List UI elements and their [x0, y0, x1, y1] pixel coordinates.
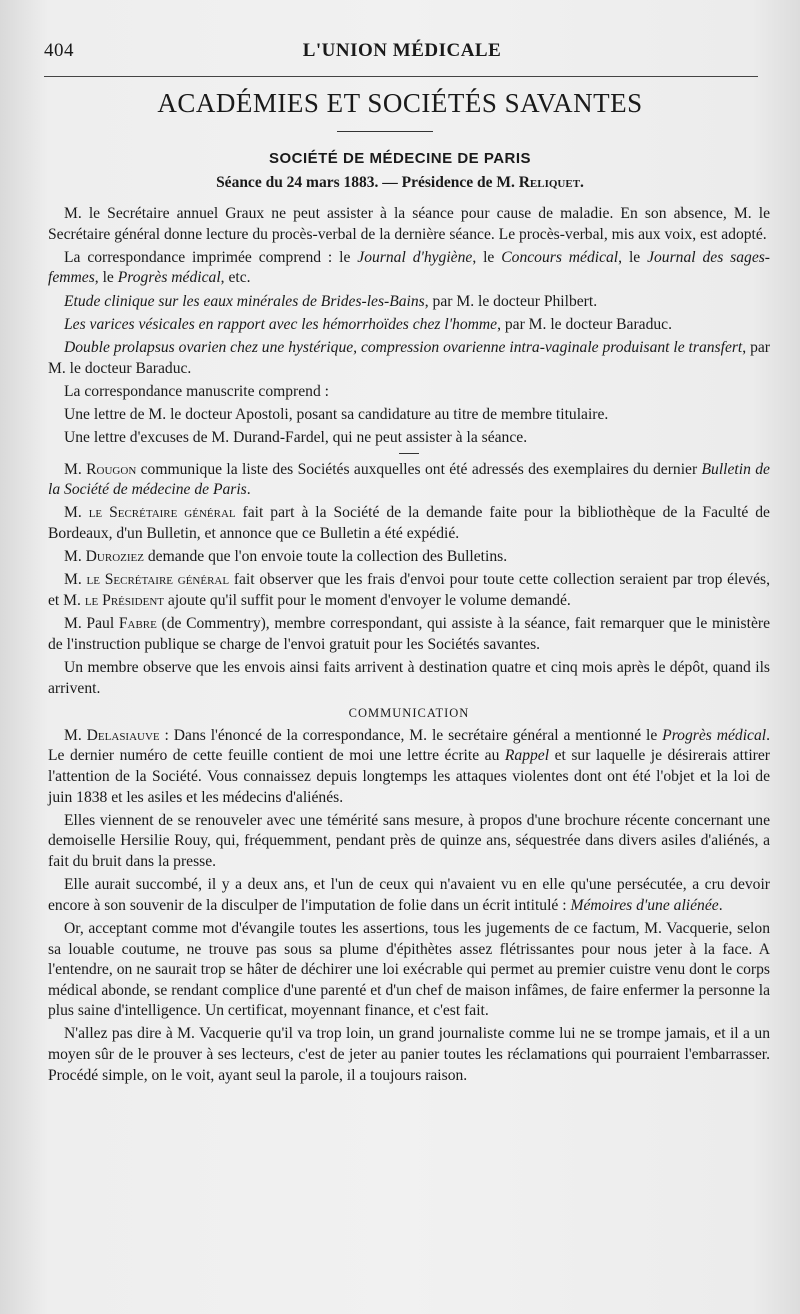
section-divider [399, 453, 419, 454]
society-heading: SOCIÉTÉ DE MÉDECINE DE PARIS [268, 150, 532, 167]
paragraph: M. Paul Fabre (de Commentry), membre correspondant, qui assiste à la séance, fait remarquer que le ministère de l'instruction publique se charge de l'envoi gratuit pour les Sociétés savantes. [48, 615, 770, 653]
page-number: 404 [44, 40, 74, 61]
article-body [48, 204, 770, 1089]
paragraph: Etude clinique sur les eaux minérales de Brides-les-Bains, par M. le docteur Philbert. [64, 292, 598, 310]
paragraph: M. Rougon communique la liste des Sociétés auxquelles ont été adressés des exemplaires du dernier Bulletin de la Société de médecine de Paris. [48, 460, 770, 499]
title-rule [337, 131, 433, 132]
paragraph: Elles viennent de se renouveler avec une témérité sans mesure, à propos d'une brochure récente concernant une demoiselle Hersilie Rouy, qui, fréquemment, pendant près de quinze ans, séquestrée dans divers asiles d'aliénés, a fait du bruit dans la presse. [48, 811, 770, 870]
president-name: Reliquet [518, 174, 581, 191]
running-title: L'UNION MÉDICALE [302, 40, 502, 61]
session-line: Séance du 24 mars 1883. — Présidence de M. Reliquet. [216, 174, 584, 191]
paragraph: M. Delasiauve : Dans l'énoncé de la correspondance, M. le secrétaire général a mentionné le Progrès médical. Le dernier numéro de cette feuille contient de moi une lettre écrite au Rappel et sur laquelle je désirerais attirer l'attention de la Société. Vous connaissez depuis longtemps les attaques violentes dont ont été l'objet et la loi de juin 1838 et les asiles et les médecins d'aliénés. [48, 726, 770, 806]
paragraph: Une lettre de M. le docteur Apostoli, posant sa candidature au titre de membre titulaire. [64, 405, 609, 423]
paragraph: M. Duroziez demande que l'on envoie toute la collection des Bulletins. [64, 548, 508, 566]
page-header [44, 40, 760, 70]
header-rule [44, 76, 758, 77]
paragraph: Double prolapsus ovarien chez une hystérique, compression ovarienne intra-vaginale produisant le transfert, par M. le docteur Baraduc. [48, 338, 770, 377]
communication-subhead: COMMUNICATION [348, 706, 470, 721]
paragraph: La correspondance manuscrite comprend : [64, 382, 329, 400]
paragraph: Elle aurait succombé, il y a deux ans, et l'un de ceux qui n'avaient vu en elle qu'une persécutée, a cru devoir encore à son souvenir de la disculper de l'imputation de folie dans un écrit intitulé : Mémoires d'une aliénée. [48, 876, 770, 914]
section-title: ACADÉMIES ET SOCIÉTÉS SAVANTES [157, 88, 643, 118]
paragraph: M. le Secrétaire général fait part à la Société de la demande faite pour la bibliothèque de la Faculté de Bordeaux, d'un Bulletin, et annonce que ce Bulletin a été expédié. [48, 504, 770, 543]
paragraph: M. le Secrétaire annuel Graux ne peut assister à la séance pour cause de maladie. En son absence, M. le Secrétaire général donne lecture du procès-verbal de la dernière séance. Le procès-verbal, mis aux voix, est adopté. [48, 205, 770, 243]
paragraph: M. le Secrétaire général fait observer que les frais d'envoi pour toute cette collection seraient par trop élevés, et M. le Président ajoute qu'il suffit pour le moment d'envoyer le volume demandé. [48, 571, 770, 610]
paragraph: Un membre observe que les envois ainsi faits arrivent à destination quatre et cinq mois après le dépôt, quand ils arrivent. [48, 659, 770, 697]
paragraph: Or, acceptant comme mot d'évangile toutes les assertions, tous les jugements de ce factum, M. Vacquerie, selon sa louable coutume, ne trouve pas sous sa plume d'épithètes assez flétrissantes pour nous jeter à la face. A l'entendre, on ne saurait trop se hâter de déchirer une loi exécrable qui permet au premier cuistre venu dont le corps médical abonde, se rendant complice d'une parenté et d'un chef de maison infâmes, de faire enfermer la personne la plus saine d'intelligence. Un certificat, moyennant finance, et c'est fait. [48, 919, 770, 1020]
paragraph: Les varices vésicales en rapport avec les hémorrhoïdes chez l'homme, par M. le docteur Baraduc. [64, 315, 673, 333]
paragraph: Une lettre d'excuses de M. Durand-Fardel, qui ne peut assister à la séance. [64, 429, 528, 447]
paragraph: La correspondance imprimée comprend : le Journal d'hygiène, le Concours médical, le Journal des sages-femmes, le Progrès médical, etc. [48, 248, 771, 287]
paragraph: N'allez pas dire à M. Vacquerie qu'il va trop loin, un grand journaliste comme lui ne se trompe jamais, et il a un moyen sûr de le prouver à ses lecteurs, c'est de jeter au panier toutes les réclamations qui pourraient l'embarrasser. Procédé simple, on le voit, ayant seul la parole, il a toujours raison. [48, 1025, 770, 1084]
